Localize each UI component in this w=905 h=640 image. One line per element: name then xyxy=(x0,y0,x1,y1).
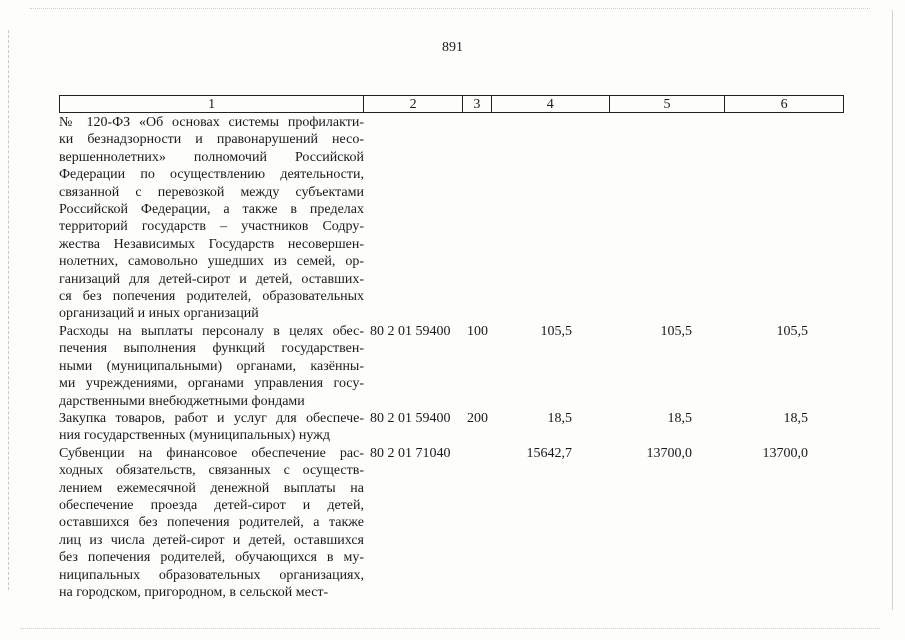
row-value-col4: 18,5 xyxy=(547,410,572,426)
row-value-col5 xyxy=(610,114,726,323)
description-line: ниципальных образовательных организациях, xyxy=(59,567,364,583)
table-row xyxy=(59,114,844,323)
description-line: без попечения родителей, обучающихся в му- xyxy=(59,550,364,566)
row-expense-kind xyxy=(463,445,492,602)
scan-right-edge xyxy=(892,10,893,610)
description-line: ки безнадзорности и правонарушений несо- xyxy=(59,132,364,148)
description-line: территорий государств – участников Содру- xyxy=(59,219,364,235)
row-target-code xyxy=(364,114,463,323)
row-value-col6: 18,5 xyxy=(783,410,808,426)
row-target-code: 80 2 01 71040 xyxy=(370,445,451,461)
column-header-3: 3 xyxy=(463,96,492,112)
column-header-5: 5 xyxy=(610,96,726,112)
row-value-col6 xyxy=(726,114,844,323)
description-line: ми учреждениями, органами управления госу- xyxy=(59,376,364,392)
row-target-code: 80 2 01 59400 xyxy=(370,323,451,339)
row-value-col5: 13700,0 xyxy=(646,445,692,461)
description-line: Федерации по осуществлению деятельности, xyxy=(59,167,364,183)
description-line: Субвенции на финансовое обеспечение рас- xyxy=(59,445,364,461)
description-line: на городском, пригородном, в сельской мест- xyxy=(59,584,329,600)
description-line: Российской Федерации, а также в пределах xyxy=(59,202,364,218)
description-line: обеспечение проезда детей-сирот и детей, xyxy=(59,497,364,513)
row-description xyxy=(59,410,364,445)
description-line: ния государственных (муниципальных) нужд xyxy=(59,428,330,444)
table-row xyxy=(59,410,844,445)
row-value-col6: 105,5 xyxy=(776,323,808,339)
row-description xyxy=(59,445,364,602)
column-header-4: 4 xyxy=(492,96,610,112)
description-line: Расходы на выплаты персоналу в целях обес- xyxy=(59,323,364,339)
description-line: оставшихся без попечения родителей, а также xyxy=(59,515,364,531)
row-expense-kind xyxy=(463,114,492,323)
description-line: ся без попечения родителей, образовательных xyxy=(59,289,364,305)
scan-top-edge xyxy=(30,8,870,9)
description-line: ганизаций для детей-сирот и детей, оставших- xyxy=(59,271,364,287)
page-number: 891 xyxy=(442,40,463,55)
description-line: вершеннолетних» полномочий Российской xyxy=(59,149,364,165)
row-description xyxy=(59,114,364,323)
row-value-col4 xyxy=(492,114,610,323)
column-header-2: 2 xyxy=(364,96,463,112)
description-line: печения выполнения функций государствен- xyxy=(59,341,364,357)
description-line: связанной с перевозкой между субъектами xyxy=(59,184,364,200)
row-expense-kind: 200 xyxy=(467,410,488,426)
row-value-col5: 18,5 xyxy=(667,410,692,426)
description-line: нолетних, самовольно ушедших из семей, ор- xyxy=(59,254,364,270)
description-line: лиц из числа детей-сирот и детей, оставшихся xyxy=(59,532,364,548)
row-value-col5: 105,5 xyxy=(660,323,692,339)
description-line: дарственными внебюджетными фондами xyxy=(59,393,305,409)
description-line: ными (муниципальными) органами, казённы- xyxy=(59,358,364,374)
description-line: № 120-ФЗ «Об основах системы профилакти- xyxy=(59,115,364,130)
description-line: ходных обязательств, связанных с осуществ- xyxy=(59,463,364,479)
table-body xyxy=(59,114,844,601)
row-expense-kind: 100 xyxy=(467,323,488,339)
description-line: организаций и иных организаций xyxy=(59,306,259,322)
row-description xyxy=(59,323,364,410)
column-header-1: 1 xyxy=(60,96,364,112)
row-value-col4: 15642,7 xyxy=(526,445,572,461)
scan-bottom-edge xyxy=(20,628,880,629)
table-row xyxy=(59,323,844,410)
column-header-6: 6 xyxy=(780,97,788,112)
table-header-row xyxy=(59,95,844,113)
row-value-col4: 105,5 xyxy=(540,323,572,339)
row-target-code: 80 2 01 59400 xyxy=(370,410,451,426)
scan-left-edge xyxy=(8,30,9,590)
table-row xyxy=(59,445,844,602)
description-line: жества Независимых Государств несовершен- xyxy=(59,236,364,252)
row-value-col6: 13700,0 xyxy=(762,445,808,461)
description-line: Закупка товаров, работ и услуг для обеспече- xyxy=(59,410,364,426)
description-line: лением ежемесячной денежной выплаты на xyxy=(59,480,364,496)
